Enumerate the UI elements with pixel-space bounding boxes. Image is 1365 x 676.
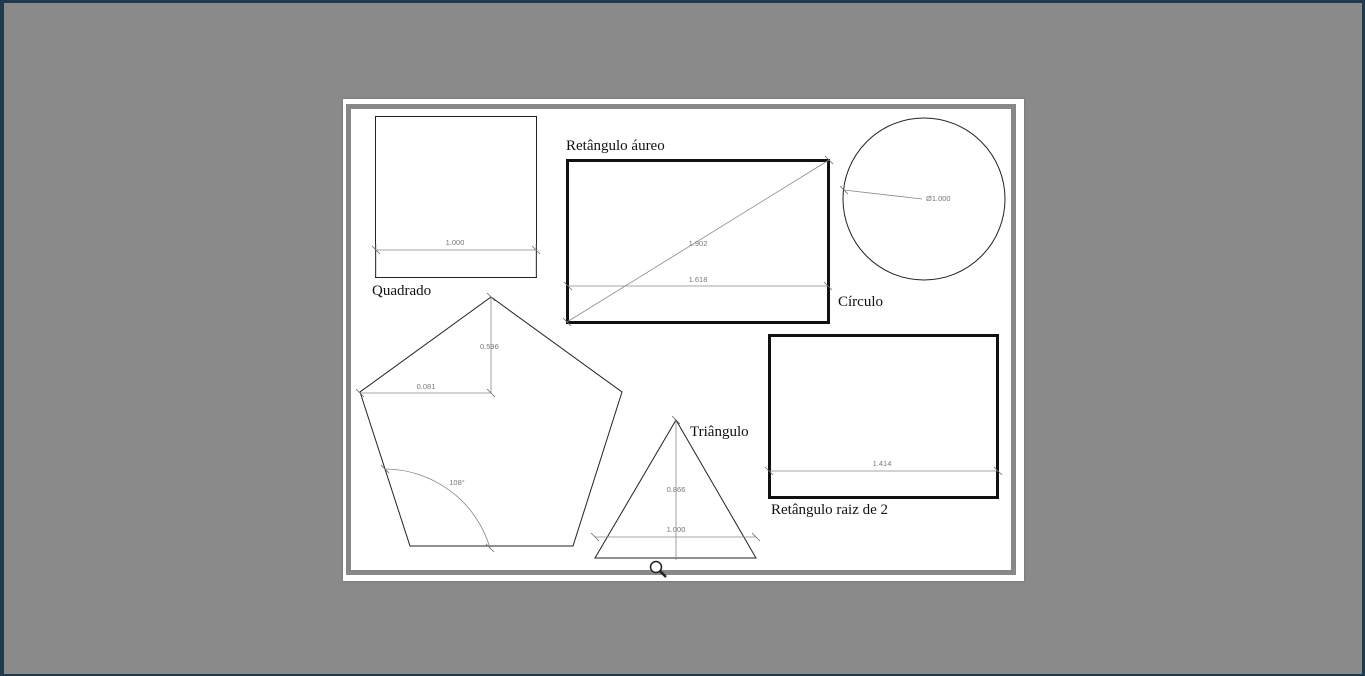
golden-rectangle-label: Retângulo áureo xyxy=(566,138,665,154)
circle-diameter: Ø1.000 xyxy=(926,194,951,203)
golden-rectangle-diagonal: 1.902 xyxy=(688,239,708,248)
golden-rectangle-width: 1.618 xyxy=(688,275,708,284)
golden-rectangle-shape[interactable] xyxy=(563,156,833,326)
triangle-base: 1.000 xyxy=(666,525,686,534)
circle-shape[interactable] xyxy=(840,118,1005,280)
pentagon-offset: 0.081 xyxy=(416,382,436,391)
sheet-border xyxy=(349,107,1014,573)
pentagon-shape[interactable] xyxy=(356,293,622,552)
triangle-height: 0.866 xyxy=(666,485,686,494)
circle-label: Círculo xyxy=(838,294,883,310)
root2-rectangle-label: Retângulo raiz de 2 xyxy=(771,502,889,518)
root2-rectangle-width: 1.414 xyxy=(872,459,892,468)
square-shape[interactable] xyxy=(372,117,540,278)
square-dimension: 1.000 xyxy=(445,238,465,247)
pentagon-height: 0.596 xyxy=(480,342,499,351)
triangle-label: Triângulo xyxy=(690,424,749,440)
pentagon-angle: 108° xyxy=(449,478,465,487)
root2-rectangle-shape[interactable] xyxy=(765,336,1002,498)
square-label: Quadrado xyxy=(372,283,432,299)
